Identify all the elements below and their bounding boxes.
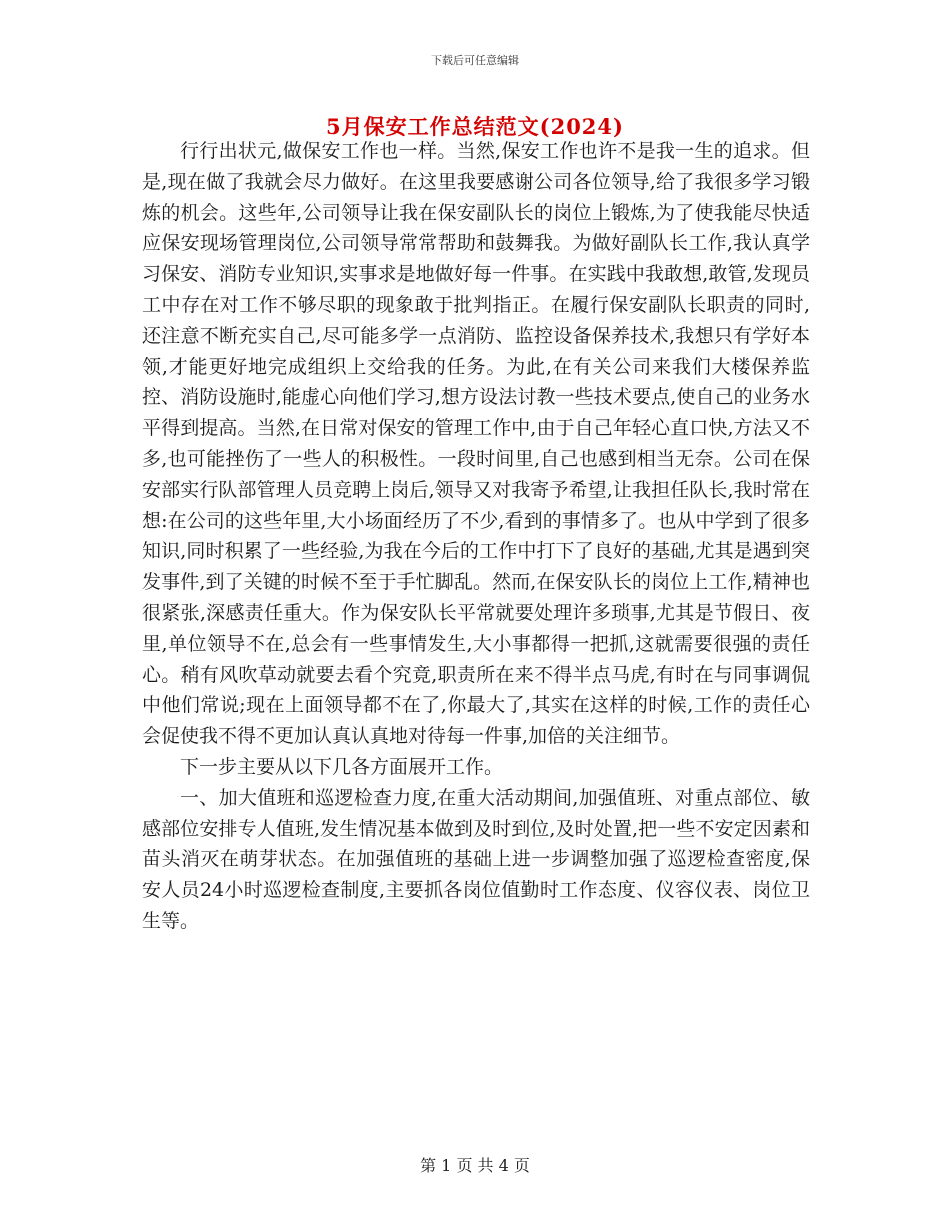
document-body <box>142 136 810 937</box>
page-header-note: 下载后可任意编辑 <box>431 54 519 67</box>
paragraph-3: 一、加大值班和巡逻检查力度,在重大活动期间,加强值班、对重点部位、敏感部位安排专人值班,发生情况基本做到及时到位,及时处置,把一些不安定因素和苗头消灭在萌芽状态。在加强值班的基础上进一步调整加强了巡逻检查密度,保安人员24小时巡逻检查制度,主要抓各岗位值勤时工作态度、仪容仪表、岗位卫生等。 <box>142 786 810 932</box>
paragraph-2: 下一步主要从以下几各方面展开工作。 <box>180 755 504 778</box>
paragraph-1: 行行出状元,做保安工作也一样。当然,保安工作也许不是我一生的追求。但是,现在做了我就会尽力做好。在这里我要感谢公司各位领导,给了我很多学习锻炼的机会。这些年,公司领导让我在保安副队长的岗位上锻炼,为了使我能尽快适应保安现场管理岗位,公司领导常常帮助和鼓舞我。为做好副队长工作,我认真学习保安、消防专业知识,实事求是地做好每一件事。在实践中我敢想,敢管,发现员工中存在对工作不够尽职的现象敢于批判指正。在履行保安副队长职责的同时,还注意不断充实自己,尽可能多学一点消防、监控设备保养技术,我想只有学好本领,才能更好地完成组织上交给我的任务。为此,在有关公司来我们大楼保养监控、消防设施时,能虚心向他们学习,想方设法讨教一些技术要点,使自己的业务水平得到提高。当然,在日常对保安的管理工作中,由于自己年轻心直口快,方法又不多,也可能挫伤了一些人的积极性。一段时间里,自己也感到相当无奈。公司在保安部实行队部管理人员竞聘上岗后,领导又对我寄予希望,让我担任队长,我时常在想:在公司的这些年里,大小场面经历了不少,看到的事情多了。也从中学到了很多知识,同时积累了一些经验,为我在今后的工作中打下了良好的基础,尤其是遇到突发事件,到了关键的时候不至于手忙脚乱。然而,在保安队长的岗位上工作,精神也很紧张,深感责任重大。作为保安队长平常就要处理许多琐事,尤其是节假日、夜里,单位领导不在,总会有一些事情发生,大小事都得一把抓,这就需要很强的责任心。稍有风吹草动就要去看个究竟,职责所在来不得半点马虎,有时在与同事调侃中他们常说;现在上面领导都不在了,你最大了,其实在这样的时候,工作的责任心会促使我不得不更加认真认真地对待每一件事,加倍的关注细节。 <box>142 140 810 748</box>
page-number: 第 1 页 共 4 页 <box>420 1156 530 1175</box>
document-title: 5月保安工作总结范文(2024) <box>326 114 624 139</box>
